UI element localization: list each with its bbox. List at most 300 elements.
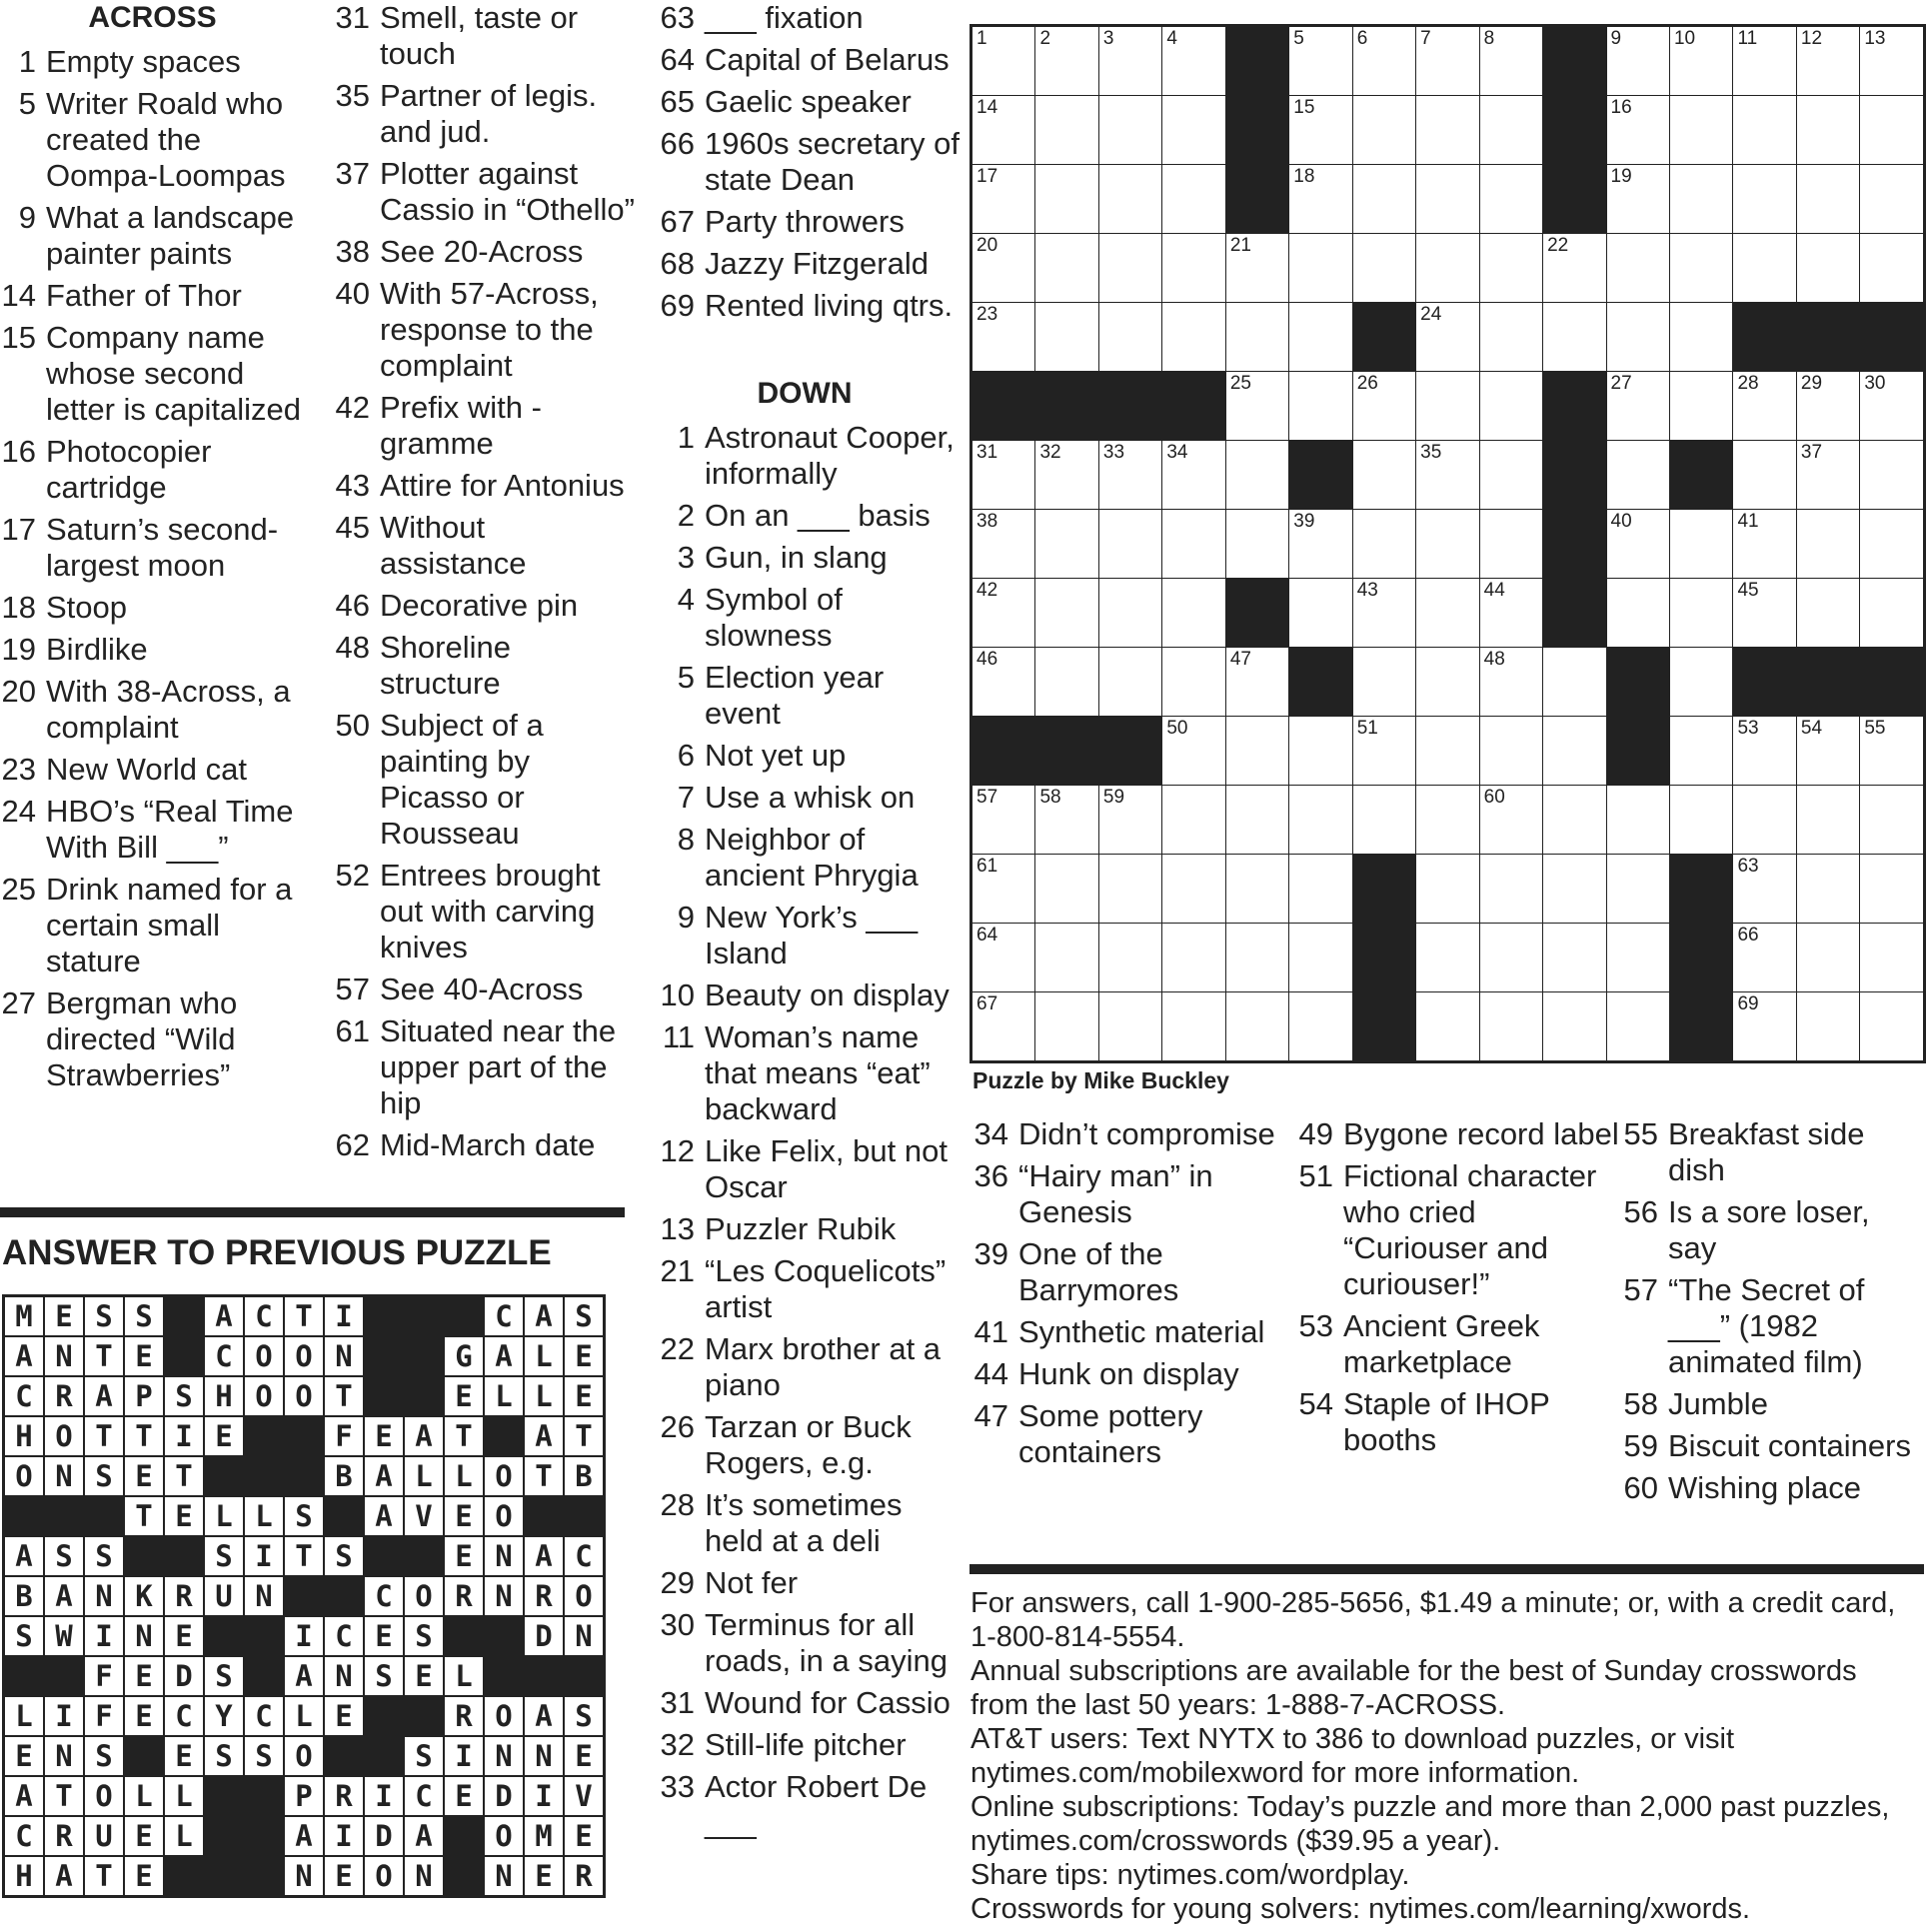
grid-cell[interactable] <box>1479 26 1542 96</box>
answer-block <box>364 1336 404 1376</box>
grid-cell[interactable] <box>1225 924 1288 992</box>
grid-cell[interactable] <box>1098 924 1161 992</box>
grid-cell[interactable] <box>1352 786 1415 855</box>
grid-cell[interactable] <box>1098 648 1161 717</box>
grid-cell[interactable] <box>1860 96 1925 165</box>
clue-text: Writer Roald who created the Oompa-Loompas <box>46 86 286 193</box>
clue-number: 62 <box>335 1127 370 1162</box>
grid-cell[interactable] <box>1098 855 1161 924</box>
grid-cell[interactable] <box>971 992 1035 1062</box>
grid-cell[interactable] <box>1479 648 1542 717</box>
grid-cell[interactable] <box>1225 372 1288 441</box>
grid-cell[interactable] <box>1606 786 1669 855</box>
grid-cell[interactable] <box>1035 165 1098 234</box>
grid-cell[interactable] <box>1860 165 1925 234</box>
grid-cell[interactable] <box>1098 26 1161 96</box>
answer-cell: V <box>404 1496 444 1536</box>
grid-cell[interactable] <box>1416 786 1479 855</box>
grid-cell[interactable] <box>1733 26 1796 96</box>
clue-number: 64 <box>660 42 695 77</box>
grid-cell[interactable] <box>1352 579 1415 648</box>
answer-cell: D <box>524 1616 564 1656</box>
clue-number: 68 <box>660 246 695 281</box>
grid-cell[interactable] <box>1416 924 1479 992</box>
clue-text: Wound for Cassio <box>705 1685 951 1720</box>
answer-cell: W <box>44 1616 84 1656</box>
grid-cell[interactable] <box>1162 165 1225 234</box>
grid-cell[interactable] <box>1733 165 1796 234</box>
grid-cell[interactable] <box>1035 855 1098 924</box>
grid-cell[interactable] <box>1479 855 1542 924</box>
grid-cell[interactable] <box>1162 786 1225 855</box>
clue-text: See 40-Across <box>380 971 584 1006</box>
grid-cell[interactable] <box>1733 579 1796 648</box>
grid-cell[interactable] <box>1162 234 1225 303</box>
clue-item <box>1614 1470 1924 1506</box>
grid-cell[interactable] <box>1860 924 1925 992</box>
cell-number: 10 <box>1673 28 1696 49</box>
grid-cell[interactable] <box>1352 96 1415 165</box>
answer-cell: S <box>364 1656 404 1696</box>
grid-cell[interactable] <box>1733 855 1796 924</box>
info-line: For answers, call 1-900-285-5656, $1.49 a minute; or, with a credit card, 1-800-814-5554. <box>970 1587 1896 1653</box>
grid-cell[interactable] <box>1225 855 1288 924</box>
grid-cell[interactable] <box>1733 786 1796 855</box>
cell-number: 37 <box>1800 442 1823 463</box>
grid-cell[interactable] <box>1352 648 1415 717</box>
clue-number: 51 <box>1298 1158 1333 1193</box>
grid-cell[interactable] <box>971 855 1035 924</box>
grid-cell[interactable] <box>1606 510 1669 579</box>
answer-cell: E <box>444 1496 484 1536</box>
grid-cell[interactable] <box>1669 26 1732 96</box>
crossword-grid[interactable] <box>969 24 1926 1063</box>
grid-cell[interactable] <box>1860 441 1925 510</box>
grid-cell[interactable] <box>1289 234 1352 303</box>
grid-cell[interactable] <box>1669 648 1732 717</box>
grid-cell[interactable] <box>1543 855 1606 924</box>
grid-cell[interactable] <box>1479 96 1542 165</box>
grid-cell[interactable] <box>1416 717 1479 786</box>
answer-cell: N <box>484 1536 524 1576</box>
grid-cell[interactable] <box>1035 992 1098 1062</box>
grid-cell[interactable] <box>1225 441 1288 510</box>
grid-cell[interactable] <box>1606 165 1669 234</box>
grid-cell[interactable] <box>1543 717 1606 786</box>
clue-text: Situated near the upper part of the hip <box>380 1013 617 1120</box>
clue-text: “Les Coquelicots” artist <box>705 1253 947 1324</box>
grid-cell[interactable] <box>1416 579 1479 648</box>
grid-cell[interactable] <box>1416 855 1479 924</box>
grid-cell[interactable] <box>1479 234 1542 303</box>
grid-cell[interactable] <box>1035 648 1098 717</box>
grid-cell[interactable] <box>1860 717 1925 786</box>
clue-number: 35 <box>335 78 370 113</box>
grid-cell[interactable] <box>1289 786 1352 855</box>
clue-text: Stoop <box>46 590 128 625</box>
grid-cell[interactable] <box>1669 303 1732 372</box>
grid-cell[interactable] <box>1098 96 1161 165</box>
across-list-1 <box>0 44 305 1093</box>
grid-cell[interactable] <box>1860 510 1925 579</box>
answer-cell: E <box>204 1416 244 1456</box>
clue-text: Use a whisk on <box>705 780 916 815</box>
grid-cell[interactable] <box>1098 786 1161 855</box>
grid-cell[interactable] <box>1606 992 1669 1062</box>
grid-cell[interactable] <box>1162 26 1225 96</box>
grid-cell[interactable] <box>1606 441 1669 510</box>
grid-cell[interactable] <box>1606 234 1669 303</box>
grid-cell[interactable] <box>1035 579 1098 648</box>
grid-cell[interactable] <box>1416 26 1479 96</box>
grid-cell[interactable] <box>1606 579 1669 648</box>
grid-cell[interactable] <box>1416 441 1479 510</box>
grid-cell[interactable] <box>1543 786 1606 855</box>
grid-cell[interactable] <box>1035 96 1098 165</box>
grid-cell[interactable] <box>1606 96 1669 165</box>
grid-cell[interactable] <box>971 26 1035 96</box>
grid-cell[interactable] <box>1289 510 1352 579</box>
answer-cell: N <box>44 1336 84 1376</box>
grid-cell[interactable] <box>971 441 1035 510</box>
grid-block <box>1352 855 1415 924</box>
grid-cell[interactable] <box>1669 165 1732 234</box>
grid-cell[interactable] <box>1733 441 1796 510</box>
grid-cell[interactable] <box>1162 303 1225 372</box>
answer-block <box>524 1656 564 1696</box>
clue-text: Without assistance <box>380 510 527 581</box>
grid-cell[interactable] <box>1733 372 1796 441</box>
grid-cell[interactable] <box>1479 372 1542 441</box>
answer-cell: E <box>164 1496 204 1536</box>
grid-cell[interactable] <box>1669 786 1732 855</box>
grid-cell[interactable] <box>1669 96 1732 165</box>
answer-cell: A <box>524 1416 564 1456</box>
answer-cell: E <box>124 1656 164 1696</box>
grid-cell[interactable] <box>1289 372 1352 441</box>
grid-cell[interactable] <box>1543 992 1606 1062</box>
grid-cell[interactable] <box>1162 992 1225 1062</box>
answer-cell: E <box>44 1296 84 1337</box>
clue-text: Is a sore loser, say <box>1668 1194 1870 1265</box>
grid-cell[interactable] <box>1352 165 1415 234</box>
grid-cell[interactable] <box>1796 96 1859 165</box>
answer-cell: L <box>404 1456 444 1496</box>
grid-cell[interactable] <box>1796 510 1859 579</box>
grid-cell[interactable] <box>1733 96 1796 165</box>
cell-number: 17 <box>976 166 998 187</box>
grid-cell[interactable] <box>1162 441 1225 510</box>
clue-number: 9 <box>677 900 695 935</box>
grid-cell[interactable] <box>1796 26 1859 96</box>
clue-number: 43 <box>335 468 370 503</box>
grid-cell[interactable] <box>1289 717 1352 786</box>
clue-number: 38 <box>335 234 370 269</box>
grid-cell[interactable] <box>1098 441 1161 510</box>
grid-cell[interactable] <box>1035 510 1098 579</box>
clue-item <box>320 276 635 384</box>
grid-cell[interactable] <box>971 96 1035 165</box>
previous-answer-grid <box>2 1294 606 1898</box>
grid-cell[interactable] <box>1860 26 1925 96</box>
answer-cell: A <box>524 1536 564 1576</box>
clue-number: 21 <box>660 1253 695 1288</box>
grid-cell[interactable] <box>1860 234 1925 303</box>
clue-number: 3 <box>677 540 695 575</box>
clue-item <box>320 468 635 504</box>
grid-cell[interactable] <box>1479 303 1542 372</box>
clue-number: 20 <box>1 674 36 709</box>
clue-item <box>320 1127 635 1163</box>
clue-number: 19 <box>1 632 36 667</box>
grid-cell[interactable] <box>1162 717 1225 786</box>
grid-cell[interactable] <box>1289 165 1352 234</box>
cell-number: 31 <box>976 442 998 463</box>
grid-cell[interactable] <box>971 786 1035 855</box>
grid-cell[interactable] <box>1796 924 1859 992</box>
clue-text: Subject of a painting by Picasso or Rousseau <box>380 708 544 851</box>
grid-cell[interactable] <box>1352 234 1415 303</box>
grid-cell[interactable] <box>1035 26 1098 96</box>
clue-item <box>1289 1386 1619 1458</box>
clue-number: 32 <box>660 1727 695 1762</box>
grid-cell[interactable] <box>1796 165 1859 234</box>
clue-number: 25 <box>1 872 36 907</box>
clue-item <box>645 660 964 732</box>
answer-cell: C <box>244 1296 284 1337</box>
clue-text: Still-life pitcher <box>705 1727 907 1762</box>
grid-cell[interactable] <box>1416 234 1479 303</box>
grid-cell[interactable] <box>1416 992 1479 1062</box>
grid-cell[interactable] <box>1289 96 1352 165</box>
grid-cell[interactable] <box>1289 992 1352 1062</box>
answer-cell: L <box>164 1776 204 1816</box>
grid-cell[interactable] <box>1416 303 1479 372</box>
grid-cell[interactable] <box>1352 717 1415 786</box>
info-line: AT&T users: Text NYTX to 386 to download puzzles, or visit nytimes.com/mobilexword for more information. <box>970 1723 1735 1789</box>
answer-cell: L <box>124 1776 164 1816</box>
grid-cell[interactable] <box>1796 992 1859 1062</box>
grid-cell[interactable] <box>1098 234 1161 303</box>
answer-block <box>364 1376 404 1416</box>
grid-cell[interactable] <box>1225 510 1288 579</box>
grid-cell[interactable] <box>1860 786 1925 855</box>
grid-cell[interactable] <box>971 924 1035 992</box>
info-line: Share tips: nytimes.com/wordplay. <box>970 1859 1410 1891</box>
grid-cell[interactable] <box>1733 992 1796 1062</box>
grid-cell[interactable] <box>971 234 1035 303</box>
grid-cell[interactable] <box>1606 303 1669 372</box>
grid-cell[interactable] <box>1860 579 1925 648</box>
answer-cell: E <box>564 1736 605 1776</box>
grid-cell[interactable] <box>1098 992 1161 1062</box>
answer-cell: A <box>404 1816 444 1856</box>
cell-number: 15 <box>1293 97 1315 118</box>
grid-cell[interactable] <box>1796 372 1859 441</box>
cell-number: 43 <box>1356 580 1378 601</box>
grid-cell[interactable] <box>1352 26 1415 96</box>
grid-cell[interactable] <box>1796 441 1859 510</box>
grid-cell[interactable] <box>1352 372 1415 441</box>
cell-number: 33 <box>1102 442 1125 463</box>
answer-cell: U <box>84 1816 124 1856</box>
answer-cell: P <box>124 1376 164 1416</box>
grid-cell[interactable] <box>1606 924 1669 992</box>
clue-number: 48 <box>335 630 370 665</box>
grid-cell[interactable] <box>1289 26 1352 96</box>
grid-cell[interactable] <box>1479 924 1542 992</box>
grid-cell[interactable] <box>1416 648 1479 717</box>
clue-number: 8 <box>677 822 695 857</box>
clue-number: 13 <box>660 1211 695 1246</box>
grid-cell[interactable] <box>1162 510 1225 579</box>
grid-cell[interactable] <box>1416 96 1479 165</box>
cell-number: 7 <box>1420 28 1431 49</box>
grid-cell[interactable] <box>1543 234 1606 303</box>
cell-number: 53 <box>1737 718 1759 739</box>
cell-number: 6 <box>1356 28 1368 49</box>
grid-cell[interactable] <box>1479 165 1542 234</box>
grid-cell[interactable] <box>1035 234 1098 303</box>
cell-number: 14 <box>976 97 998 118</box>
grid-cell[interactable] <box>971 510 1035 579</box>
clue-item <box>964 1236 1284 1308</box>
cell-number: 23 <box>976 304 998 325</box>
grid-cell[interactable] <box>1162 648 1225 717</box>
grid-cell[interactable] <box>1098 303 1161 372</box>
grid-cell[interactable] <box>1796 717 1859 786</box>
grid-cell[interactable] <box>1796 234 1859 303</box>
grid-cell[interactable] <box>1225 717 1288 786</box>
answer-block <box>404 1296 444 1337</box>
answer-cell: A <box>404 1416 444 1456</box>
grid-cell[interactable] <box>971 165 1035 234</box>
answer-cell: L <box>444 1656 484 1696</box>
grid-cell[interactable] <box>1479 510 1542 579</box>
grid-cell[interactable] <box>1162 924 1225 992</box>
clue-number: 31 <box>335 0 370 35</box>
grid-cell[interactable] <box>1606 372 1669 441</box>
grid-cell[interactable] <box>1352 441 1415 510</box>
grid-cell[interactable] <box>1860 372 1925 441</box>
grid-cell[interactable] <box>1352 510 1415 579</box>
grid-cell[interactable] <box>1860 992 1925 1062</box>
grid-cell[interactable] <box>1289 924 1352 992</box>
grid-cell[interactable] <box>1035 303 1098 372</box>
answer-cell: O <box>4 1456 45 1496</box>
grid-cell[interactable] <box>1860 855 1925 924</box>
grid-cell[interactable] <box>1669 579 1732 648</box>
grid-cell[interactable] <box>1479 786 1542 855</box>
answer-cell: I <box>324 1296 364 1337</box>
clue-item <box>1614 1272 1924 1380</box>
grid-cell[interactable] <box>971 579 1035 648</box>
grid-cell[interactable] <box>1289 855 1352 924</box>
grid-cell[interactable] <box>1035 441 1098 510</box>
clue-item <box>0 434 305 506</box>
cell-number: 47 <box>1229 649 1251 670</box>
grid-cell[interactable] <box>1289 303 1352 372</box>
cell-number: 30 <box>1864 373 1886 394</box>
grid-block <box>1733 648 1796 717</box>
grid-cell[interactable] <box>1796 579 1859 648</box>
clue-item <box>0 590 305 626</box>
clue-text: Ancient Greek marketplace <box>1343 1308 1540 1379</box>
answer-cell: H <box>4 1416 45 1456</box>
cell-number: 57 <box>976 787 998 808</box>
cell-number: 55 <box>1864 718 1886 739</box>
grid-cell[interactable] <box>1479 441 1542 510</box>
grid-cell[interactable] <box>1733 510 1796 579</box>
grid-cell[interactable] <box>1098 510 1161 579</box>
grid-cell[interactable] <box>1733 924 1796 992</box>
grid-cell[interactable] <box>1098 165 1161 234</box>
grid-cell[interactable] <box>1162 855 1225 924</box>
answer-cell: C <box>204 1336 244 1376</box>
grid-cell[interactable] <box>1543 924 1606 992</box>
grid-cell[interactable] <box>1479 579 1542 648</box>
grid-cell[interactable] <box>1669 234 1732 303</box>
grid-cell[interactable] <box>1543 303 1606 372</box>
grid-cell[interactable] <box>1669 510 1732 579</box>
grid-cell[interactable] <box>1669 372 1732 441</box>
grid-cell[interactable] <box>1479 992 1542 1062</box>
grid-cell[interactable] <box>1035 924 1098 992</box>
grid-cell[interactable] <box>1796 786 1859 855</box>
cell-number: 25 <box>1229 373 1251 394</box>
grid-cell[interactable] <box>1289 579 1352 648</box>
clue-text: Biscuit containers <box>1668 1428 1911 1463</box>
grid-cell[interactable] <box>1162 96 1225 165</box>
grid-block <box>1543 165 1606 234</box>
grid-cell[interactable] <box>1225 786 1288 855</box>
answer-cell: E <box>564 1336 605 1376</box>
grid-cell[interactable] <box>971 648 1035 717</box>
grid-cell[interactable] <box>1733 234 1796 303</box>
cell-number: 16 <box>1610 97 1632 118</box>
cell-number: 22 <box>1547 235 1569 256</box>
answer-cell: I <box>44 1696 84 1736</box>
clue-item <box>645 126 964 198</box>
across-list-2 <box>320 0 635 1163</box>
grid-cell[interactable] <box>1416 165 1479 234</box>
clue-item <box>320 971 635 1007</box>
grid-cell[interactable] <box>1225 303 1288 372</box>
grid-cell[interactable] <box>1543 648 1606 717</box>
grid-cell[interactable] <box>1606 26 1669 96</box>
grid-cell[interactable] <box>971 303 1035 372</box>
answer-cell: L <box>244 1496 284 1536</box>
grid-cell[interactable] <box>1669 717 1732 786</box>
grid-cell[interactable] <box>1225 992 1288 1062</box>
grid-cell[interactable] <box>1225 234 1288 303</box>
grid-cell[interactable] <box>1098 579 1161 648</box>
grid-cell[interactable] <box>1796 855 1859 924</box>
answer-cell: O <box>284 1336 324 1376</box>
divider-rule <box>0 1207 625 1217</box>
answer-cell: I <box>524 1776 564 1816</box>
grid-cell[interactable] <box>1225 648 1288 717</box>
clue-text: On an ___ basis <box>705 498 931 533</box>
grid-cell[interactable] <box>1479 717 1542 786</box>
grid-cell[interactable] <box>1162 579 1225 648</box>
grid-cell[interactable] <box>1416 372 1479 441</box>
grid-cell[interactable] <box>1733 717 1796 786</box>
grid-cell[interactable] <box>1606 855 1669 924</box>
grid-cell[interactable] <box>1035 786 1098 855</box>
grid-block <box>1035 372 1098 441</box>
grid-cell[interactable] <box>1416 510 1479 579</box>
